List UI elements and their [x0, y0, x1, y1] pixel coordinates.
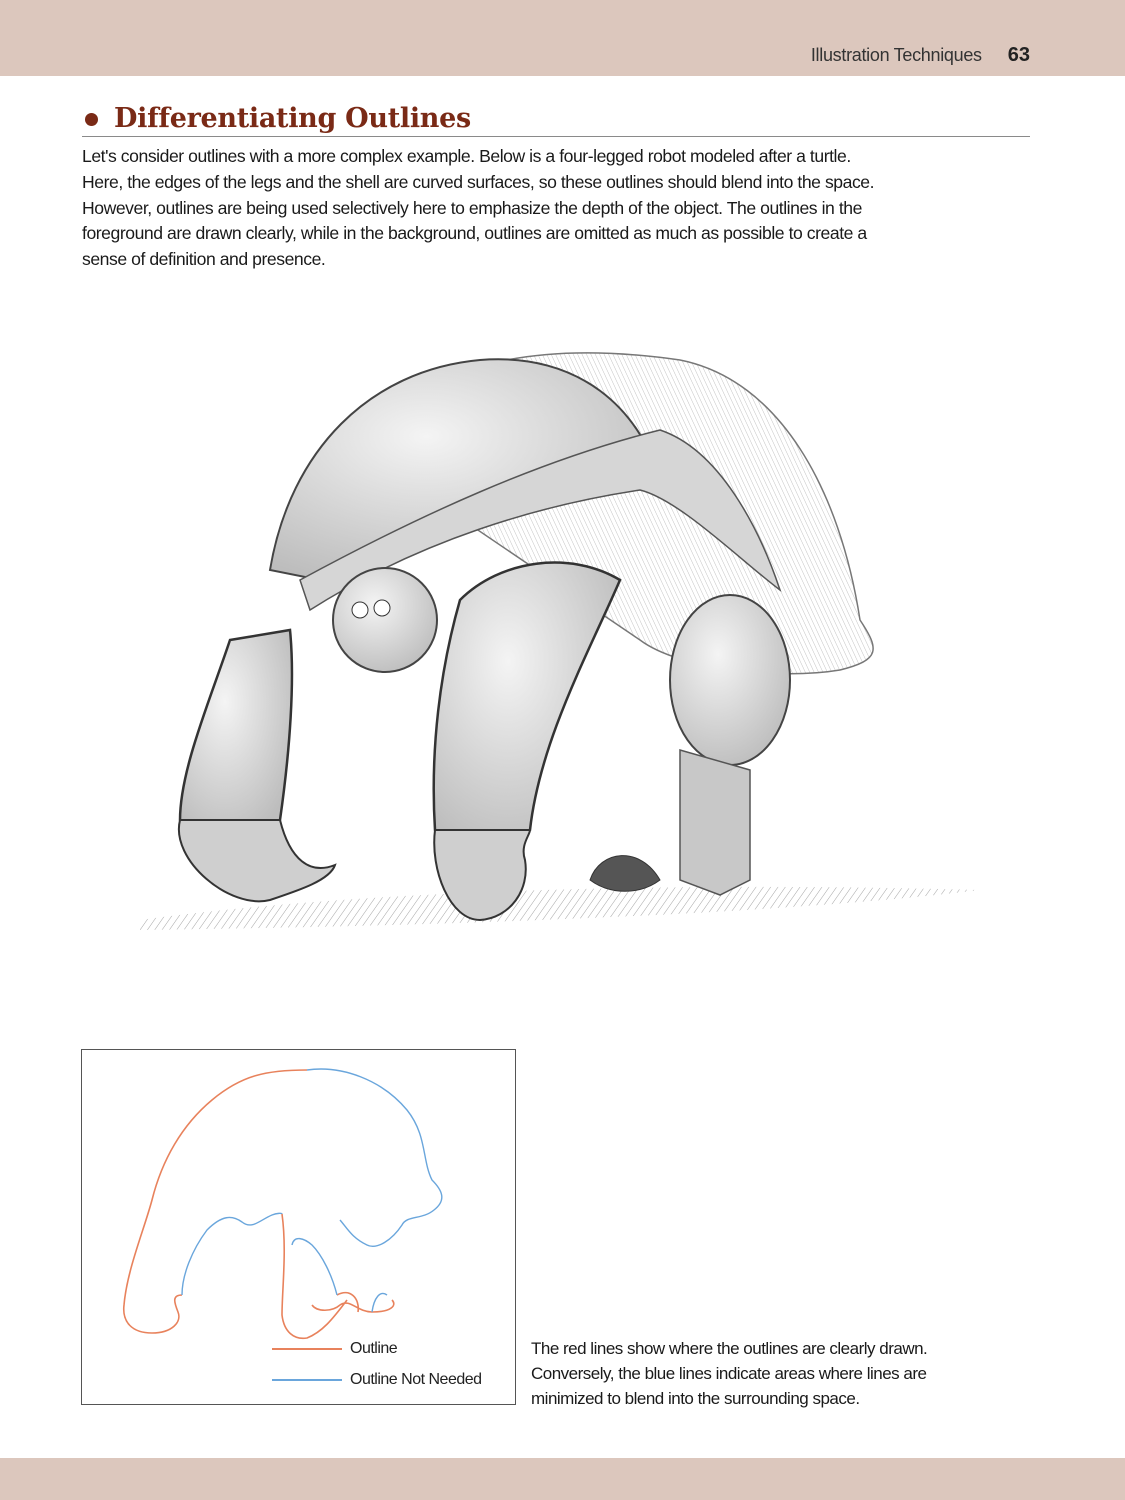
caption-line: The red lines show where the outlines are clearly drawn.: [531, 1339, 928, 1358]
robot-turtle-illustration: [120, 320, 1000, 1010]
robot-head: [333, 568, 437, 672]
front-right-leg: [434, 563, 620, 845]
legend-not-needed-label: Outline Not Needed: [350, 1371, 482, 1388]
rear-leg: [680, 750, 750, 895]
intro-line: Here, the edges of the legs and the shell are curved surfaces, so these outlines should blend into the space.: [82, 171, 875, 192]
page-number: 63: [1007, 44, 1030, 66]
front-left-leg: [180, 630, 292, 835]
legend-outline-label: Outline: [350, 1340, 398, 1357]
section-heading-row: [82, 100, 1030, 137]
legend-outline: [272, 1340, 397, 1358]
caption-line: Conversely, the blue lines indicate areas where lines are: [531, 1364, 927, 1383]
legend-outline-not-needed: [272, 1371, 482, 1389]
intro-line: However, outlines are being used selectively here to emphasize the depth of the object. The outlines in the: [82, 197, 862, 218]
intro-paragraph: [82, 144, 1032, 273]
intro-line: sense of definition and presence.: [82, 249, 326, 270]
rear-joint: [670, 595, 790, 765]
intro-line: Let's consider outlines with a more complex example. Below is a four-legged robot modeled after a turtle.: [82, 146, 851, 166]
caption-line: minimized to blend into the surrounding space.: [531, 1389, 860, 1408]
bullet-icon: [85, 113, 98, 126]
footer-band: [0, 1458, 1125, 1500]
outline-blue-path: [182, 1069, 442, 1312]
diagram-caption: [531, 1336, 1031, 1411]
section-heading: Differentiating Outlines: [114, 102, 471, 134]
running-head: [811, 44, 1030, 67]
outline-red-path: [124, 1067, 394, 1338]
intro-line: foreground are drawn clearly, while in the background, outlines are omitted as much as possible to create a: [82, 223, 867, 244]
legend-red-swatch: [272, 1348, 342, 1350]
legend-blue-swatch: [272, 1379, 342, 1381]
running-title: Illustration Techniques: [810, 45, 982, 65]
outline-diagram: [81, 1049, 516, 1405]
